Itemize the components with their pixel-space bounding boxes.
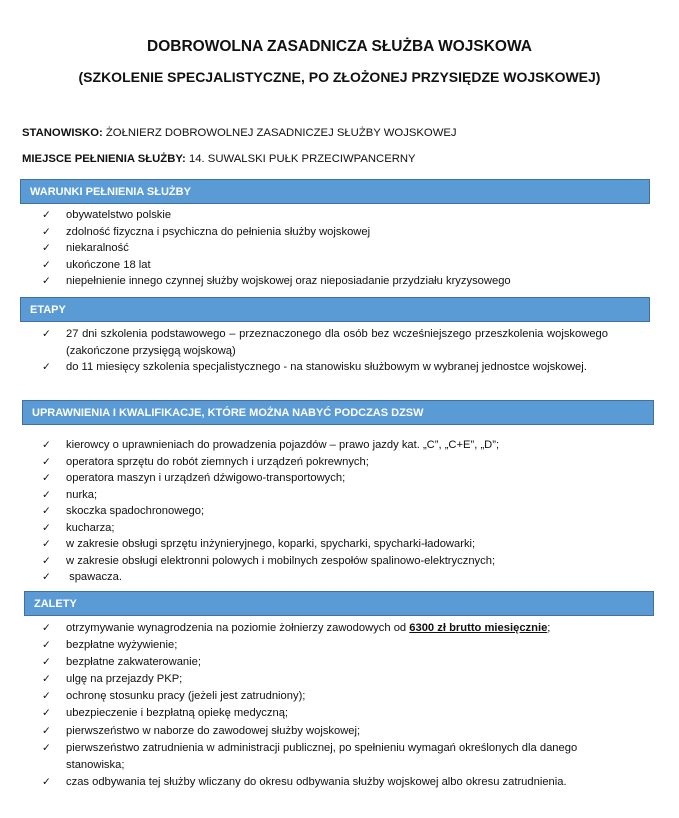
checkmark-icon: ✓ [42,690,51,703]
list-item: ✓ niepełnienie innego czynnej służby wojskowej oraz nieposiadanie przydziału kryzysowego [42,273,608,290]
conditions-list [42,207,608,290]
section-heading-conditions: WARUNKI PEŁNIENIA SŁUŻBY [20,179,650,204]
checkmark-icon: ✓ [42,521,51,534]
list-item: ✓ otrzymywanie wynagrodzenia na poziomie żołnierzy zawodowych od 6300 zł brutto miesięcznie; [42,620,608,637]
checkmark-icon: ✓ [42,455,51,468]
list-item: ✓ ulgę na przejazdy PKP; [42,671,608,688]
stages-list [42,326,608,376]
list-item: ✓ skoczka spadochronowego; [42,503,608,520]
position-label: STANOWISKO: [22,127,103,139]
checkmark-icon: ✓ [42,439,51,451]
checkmark-icon: ✓ [42,225,51,238]
list-item: ✓ niekaralność [42,240,608,257]
list-item: ✓ operatora sprzętu do robót ziemnych i urządzeń pokrewnych; [42,454,608,471]
checkmark-icon: ✓ [42,209,51,221]
checkmark-icon: ✓ [42,361,51,373]
benefits-list [42,620,608,791]
list-item: ✓ operatora maszyn i urządzeń dźwigowo-transportowych; [42,470,608,487]
list-item: ✓ pierwszeństwo w naborze do zawodowej służby wojskowej; [42,723,608,740]
list-item: ✓ spawacza. [42,569,608,586]
checkmark-icon: ✓ [42,328,51,340]
list-item: ✓ ubezpieczenie i bezpłatną opiekę medyczną; [42,705,608,722]
checkmark-icon: ✓ [42,258,51,271]
checkmark-icon: ✓ [42,275,51,287]
checkmark-icon: ✓ [42,622,51,634]
list-item: ✓ nurka; [42,487,608,504]
place-label: MIEJSCE PEŁNIENIA SŁUŻBY: [22,153,186,165]
page-subtitle: (SZKOLENIE SPECJALISTYCZNE, PO ZŁOŻONEJ PRZYSIĘDZE WOJSKOWEJ) [78,69,601,85]
checkmark-icon: ✓ [42,656,51,669]
section-heading-stages: ETAPY [20,297,650,322]
checkmark-icon: ✓ [42,538,51,550]
list-item: ✓ ukończone 18 lat [42,257,608,274]
position-value: ŻOŁNIERZ DOBROWOLNEJ ZASADNICZEJ SŁUŻBY WOJSKOWEJ [102,127,457,139]
checkmark-icon: ✓ [42,775,51,788]
list-item: ✓ w zakresie obsługi sprzętu inżynieryjnego, koparki, spycharki, spycharki-ładowarki; [42,536,608,553]
list-item: ✓ kucharza; [42,520,608,537]
list-item: ✓ obywatelstwo polskie [42,207,608,224]
section-heading-benefits: ZALETY [24,591,654,616]
checkmark-icon: ✓ [42,505,51,517]
checkmark-icon: ✓ [42,554,51,567]
list-item: ✓ do 11 miesięcy szkolenia specjalistycznego - na stanowisku służbowym w wybranej jednostce wojskowej. [42,359,608,376]
checkmark-icon: ✓ [42,242,51,254]
checkmark-icon: ✓ [42,472,51,484]
checkmark-icon: ✓ [42,673,51,686]
list-item: ✓ w zakresie obsługi elektronni polowych i mobilnych zespołów spalinowo-elektrycznych; [42,553,608,570]
place-value: 14. SUWALSKI PUŁK PRZECIWPANCERNY [185,153,416,165]
list-item: ✓ pierwszeństwo zatrudnienia w administracji publicznej, po spełnieniu wymagań określonych dla danego stanowiska; [42,741,578,771]
checkmark-icon: ✓ [42,571,51,583]
list-item: ✓ bezpłatne wyżywienie; [42,637,608,654]
qualifications-list [42,437,608,586]
position-field [22,127,457,139]
list-item: ✓ ochronę stosunku pracy (jeżeli jest zatrudniony); [42,688,608,705]
checkmark-icon: ✓ [42,741,51,754]
list-item: ✓ zdolność fizyczna i psychiczna do pełnienia służby wojskowej [42,224,608,241]
checkmark-icon: ✓ [42,639,51,652]
checkmark-icon: ✓ [42,707,51,720]
checkmark-icon: ✓ [42,488,51,501]
list-item: ✓ kierowcy o uprawnieniach do prowadzenia pojazdów – prawo jazdy kat. „C”, „C+E”, „D”; [42,437,608,454]
list-item: ✓ 27 dni szkolenia podstawowego – przeznaczonego dla osób bez wcześniejszego przeszkolenia wojskowego (zakończone przysięgą wojskową) [42,328,608,357]
checkmark-icon: ✓ [42,724,51,737]
page-title: DOBROWOLNA ZASADNICZA SŁUŻBA WOJSKOWA [147,38,532,55]
list-item: ✓ czas odbywania tej służby wliczany do okresu odbywania służby wojskowej albo okresu zatrudnienia. [42,774,608,791]
list-item: ✓ bezpłatne zakwaterowanie; [42,654,608,671]
place-field [22,153,416,165]
salary-amount: 6300 zł brutto miesięcznie [409,622,548,634]
section-heading-qualifications: UPRAWNIENIA I KWALIFIKACJE, KTÓRE MOŻNA NABYĆ PODCZAS DZSW [22,400,654,425]
